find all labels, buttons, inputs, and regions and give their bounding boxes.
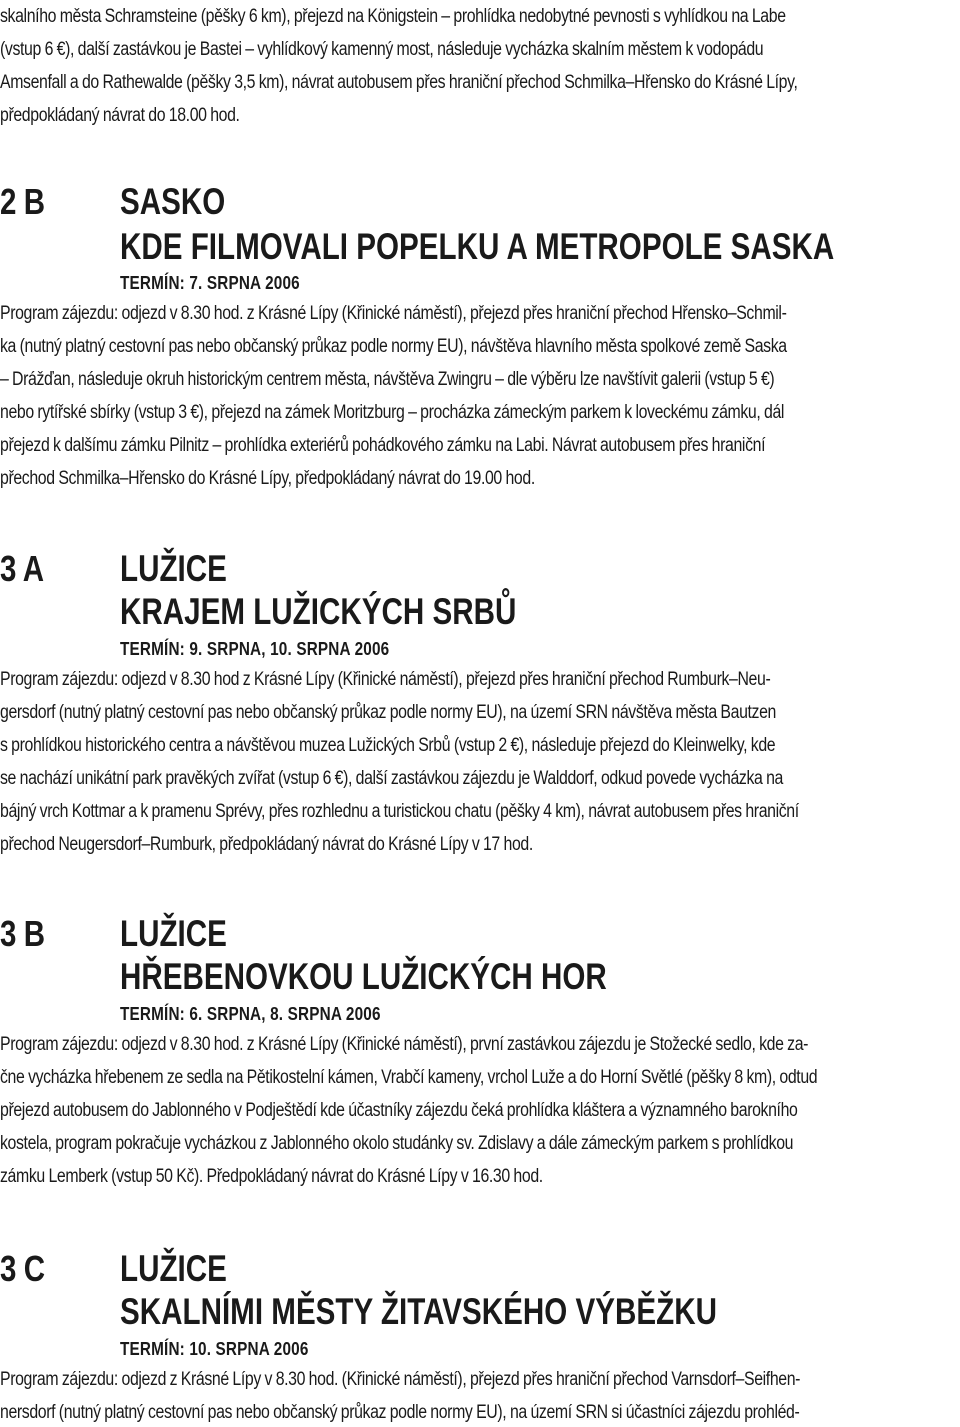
section-term: TERMÍN: 9. SRPNA, 10. SRPNA 2006: [120, 639, 390, 659]
text-line: Program zájezdu: odjezd v 8.30 hod. z Krásné Lípy (Křinické náměstí), první zastávkou zájezdu je Stožecké sedlo, kde za-: [0, 1034, 809, 1055]
section-heading-primary: SASKO: [120, 181, 226, 222]
section-heading-secondary: KDE FILMOVALI POPELKU A METROPOLE SASKA: [120, 226, 835, 267]
text-line: nebo rytířské sbírky (vstup 3 €), přejezd na zámek Moritzburg – procházka zámeckým parkem k loveckému zámku, dál: [0, 402, 785, 423]
section-heading-secondary: HŘEBENOVKOU LUŽICKÝCH HOR: [120, 956, 607, 997]
text-line: přejezd k dalšímu zámku Pilnitz – prohlídka exteriérů pohádkového zámku na Labi. Návrat autobusem přes hraniční: [0, 435, 766, 456]
section-code: 3 A: [0, 548, 44, 589]
text-line: (vstup 6 €), další zastávkou je Bastei – vyhlídkový kamenný most, následuje vycházka skalním městem k vodopádu: [0, 39, 764, 60]
text-line: přechod Neugersdorf–Rumburk, předpokládaný návrat do Krásné Lípy v 17 hod.: [0, 834, 533, 855]
section-term: TERMÍN: 6. SRPNA, 8. SRPNA 2006: [120, 1004, 381, 1024]
text-line: kostela, program pokračuje vycházkou z Jablonného okolo studánky sv. Zdislavy a dále zámeckým parkem s prohlídkou: [0, 1133, 794, 1154]
text-line: – Drážďan, následuje okruh historickým centrem města, návštěva Zwingru – dle výběru lze navštívit galerii (vstup 5 €): [0, 369, 775, 390]
text-line: Program zájezdu: odjezd v 8.30 hod. z Krásné Lípy (Křinické náměstí), přejezd přes hraniční přechod Hřensko–Schmil-: [0, 303, 787, 324]
section-term: TERMÍN: 7. SRPNA 2006: [120, 273, 300, 293]
text-line: Program zájezdu: odjezd z Krásné Lípy v 8.30 hod. (Křinické náměstí), přejezd přes hraniční přechod Varnsdorf–Seifhen-: [0, 1369, 801, 1390]
section-paragraph: [0, 1363, 960, 1427]
text-line: bájný vrch Kottmar a k pramenu Sprévy, přes rozhlednu a turistickou chatu (pěšky 4 km), návrat autobusem přes hraniční: [0, 801, 799, 822]
section-code: 3 C: [0, 1248, 45, 1289]
text-line: gersdorf (nutný platný cestovní pas nebo občanský průkaz podle normy EU), na území SRN návštěva města Bautzen: [0, 702, 777, 723]
section-heading-secondary: KRAJEM LUŽICKÝCH SRBŮ: [120, 591, 517, 632]
text-line: skalního města Schramsteine (pěšky 6 km), přejezd na Königstein – prohlídka nedobytné pevnosti s vyhlídkou na Labe: [0, 6, 786, 27]
section-heading-primary: LUŽICE: [120, 548, 227, 589]
text-line: Amsenfall a do Rathewalde (pěšky 3,5 km), návrat autobusem přes hraniční přechod Schmilka–Hřensko do Krásné Lípy,: [0, 72, 798, 93]
text-line: přechod Schmilka–Hřensko do Krásné Lípy, předpokládaný návrat do 19.00 hod.: [0, 468, 535, 489]
section-heading-secondary: SKALNÍMI MĚSTY ŽITAVSKÉHO VÝBĚŽKU: [120, 1291, 717, 1332]
text-line: přejezd autobusem do Jablonného v Podještědí kde účastníky zájezdu čeká prohlídka kláštera a významného barokního: [0, 1100, 798, 1121]
text-line: předpokládaný návrat do 18.00 hod.: [0, 105, 240, 126]
text-line: nersdorf (nutný platný cestovní pas nebo občanský průkaz podle normy EU), na území SRN si účastníci zájezdu prohléd-: [0, 1402, 800, 1423]
section-code: 2 B: [0, 181, 45, 222]
section-heading-primary: LUŽICE: [120, 913, 227, 954]
text-line: zámku Lemberk (vstup 50 Kč). Předpokládaný návrat do Krásné Lípy v 16.30 hod.: [0, 1166, 543, 1187]
intro-paragraph: [0, 0, 960, 132]
text-line: Program zájezdu: odjezd v 8.30 hod z Krásné Lípy (Křinické náměstí), přejezd přes hraniční přechod Rumburk–Neu-: [0, 669, 771, 690]
section-heading-primary: LUŽICE: [120, 1248, 227, 1289]
section-paragraph: [0, 1028, 960, 1193]
section-term: TERMÍN: 10. SRPNA 2006: [120, 1339, 309, 1359]
text-line: se nachází unikátní park pravěkých zvířat (vstup 6 €), další zastávkou zájezdu je Walddorf, odkud povede vycházka na: [0, 768, 783, 789]
text-line: čne vycházka hřebenem ze sedla na Pětikostelní kámen, Vrabčí kameny, vrchol Luže a do Horní Světlé (pěšky 8 km), odtud: [0, 1067, 818, 1088]
text-line: ka (nutný platný cestovní pas nebo občanský průkaz podle normy EU), návštěva hlavního města spolkové země Saska: [0, 336, 787, 357]
text-line: s prohlídkou historického centra a návštěvou muzea Lužických Srbů (vstup 2 €), následuje přejezd do Kleinwelky, kde: [0, 735, 776, 756]
section-code: 3 B: [0, 913, 45, 954]
section-paragraph: [0, 663, 960, 861]
section-paragraph: [0, 297, 960, 495]
